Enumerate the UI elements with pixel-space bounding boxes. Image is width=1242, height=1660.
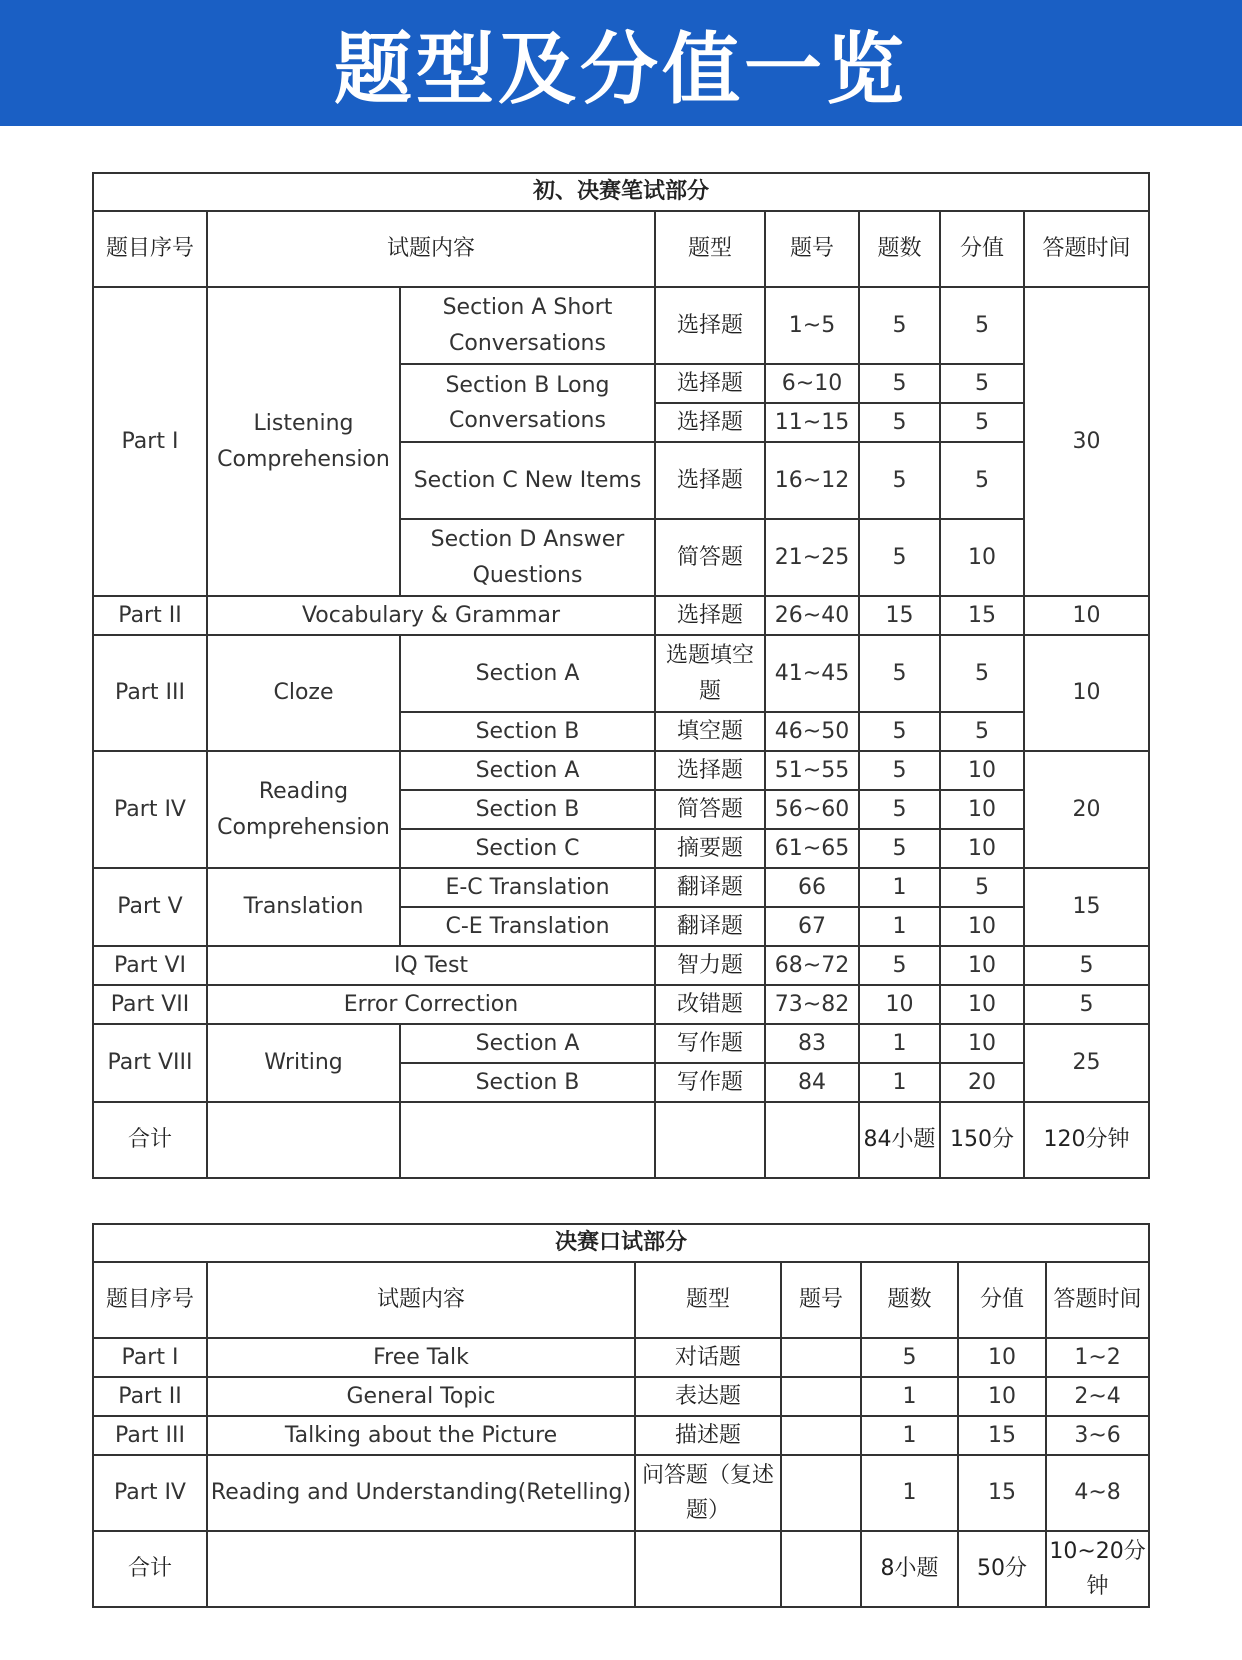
question-score: 5: [940, 364, 1024, 403]
question-count: 5: [859, 635, 940, 712]
question-score: 5: [940, 403, 1024, 442]
part-label: Part III: [93, 635, 207, 751]
question-count: 1: [861, 1455, 958, 1531]
table-row: [93, 1455, 1149, 1531]
question-score: 5: [940, 635, 1024, 712]
question-type: 对话题: [635, 1338, 781, 1377]
question-score: 20: [940, 1063, 1024, 1102]
title-banner: [0, 0, 1242, 126]
question-numbers: 16~12: [765, 442, 859, 519]
total-count: 84小题: [859, 1102, 940, 1178]
header-count: 题数: [859, 211, 940, 287]
question-numbers: 21~25: [765, 519, 859, 596]
question-count: 1: [859, 868, 940, 907]
table-row: [93, 985, 1149, 1024]
question-score: 10: [940, 790, 1024, 829]
section-name: Section A: [400, 1024, 655, 1063]
header-type: 题型: [635, 1262, 781, 1338]
question-type: 表达题: [635, 1377, 781, 1416]
question-count: 1: [861, 1416, 958, 1455]
header-time: 答题时间: [1046, 1262, 1149, 1338]
part-label: Part I: [93, 287, 207, 596]
part-content: Translation: [207, 868, 400, 946]
section-name: Section A: [400, 635, 655, 712]
question-type: 选题填空题: [655, 635, 765, 712]
question-type: 简答题: [655, 790, 765, 829]
part-label: Part III: [93, 1416, 207, 1455]
question-count: 1: [861, 1377, 958, 1416]
question-type: 翻译题: [655, 907, 765, 946]
part-content: Listening Comprehension: [207, 287, 400, 596]
part-content: General Topic: [207, 1377, 635, 1416]
header-score: 分值: [940, 211, 1024, 287]
table-row: [93, 635, 1149, 712]
answer-time: 4~8: [1046, 1455, 1149, 1531]
part-label: Part VI: [93, 946, 207, 985]
total-time: 120分钟: [1024, 1102, 1149, 1178]
total-score: 150分: [940, 1102, 1024, 1178]
question-type: 选择题: [655, 751, 765, 790]
part-label: Part IV: [93, 1455, 207, 1531]
question-numbers: 11~15: [765, 403, 859, 442]
part-label: Part VIII: [93, 1024, 207, 1102]
question-type: 选择题: [655, 442, 765, 519]
question-score: 15: [958, 1416, 1046, 1455]
answer-time: 10: [1024, 635, 1149, 751]
question-type: 描述题: [635, 1416, 781, 1455]
question-count: 15: [859, 596, 940, 635]
question-numbers: [781, 1338, 861, 1377]
question-numbers: 67: [765, 907, 859, 946]
part-content: Vocabulary & Grammar: [207, 596, 655, 635]
question-type: 翻译题: [655, 868, 765, 907]
question-type: 改错题: [655, 985, 765, 1024]
question-count: 1: [859, 1024, 940, 1063]
part-label: Part V: [93, 868, 207, 946]
question-numbers: 46~50: [765, 712, 859, 751]
header-seq: 题目序号: [93, 211, 207, 287]
header-count: 题数: [861, 1262, 958, 1338]
answer-time: 30: [1024, 287, 1149, 596]
question-count: 5: [859, 403, 940, 442]
page-title: 题型及分值一览: [333, 25, 908, 115]
answer-time: 5: [1024, 985, 1149, 1024]
section-name: Section A Short Conversations: [400, 287, 655, 364]
question-score: 10: [940, 1024, 1024, 1063]
question-score: 15: [958, 1455, 1046, 1531]
question-count: 5: [859, 442, 940, 519]
answer-time: 3~6: [1046, 1416, 1149, 1455]
question-numbers: 26~40: [765, 596, 859, 635]
question-type: 填空题: [655, 712, 765, 751]
question-type: 选择题: [655, 403, 765, 442]
question-type: 写作题: [655, 1024, 765, 1063]
question-count: 5: [859, 364, 940, 403]
question-score: 10: [940, 519, 1024, 596]
total-label: 合计: [93, 1531, 207, 1607]
part-content: Writing: [207, 1024, 400, 1102]
question-score: 10: [958, 1338, 1046, 1377]
part-content: Cloze: [207, 635, 400, 751]
question-score: 15: [940, 596, 1024, 635]
question-score: 10: [940, 751, 1024, 790]
answer-time: 5: [1024, 946, 1149, 985]
section-name: Section B: [400, 1063, 655, 1102]
question-type: 选择题: [655, 287, 765, 364]
header-score: 分值: [958, 1262, 1046, 1338]
question-score: 5: [940, 287, 1024, 364]
table-row: [93, 946, 1149, 985]
header-numbers: 题号: [765, 211, 859, 287]
answer-time: 10: [1024, 596, 1149, 635]
question-score: 5: [940, 712, 1024, 751]
part-content: Free Talk: [207, 1338, 635, 1377]
section-name: E-C Translation: [400, 868, 655, 907]
part-label: Part II: [93, 596, 207, 635]
total-row: [93, 1531, 1149, 1607]
question-score: 10: [940, 907, 1024, 946]
question-count: 5: [859, 287, 940, 364]
question-score: 10: [940, 829, 1024, 868]
question-numbers: 56~60: [765, 790, 859, 829]
table-row: [93, 1377, 1149, 1416]
part-content: Talking about the Picture: [207, 1416, 635, 1455]
question-type: 选择题: [655, 364, 765, 403]
section-name: Section C: [400, 829, 655, 868]
answer-time: 2~4: [1046, 1377, 1149, 1416]
question-numbers: 73~82: [765, 985, 859, 1024]
header-time: 答题时间: [1024, 211, 1149, 287]
answer-time: 25: [1024, 1024, 1149, 1102]
question-score: 5: [940, 442, 1024, 519]
question-count: 1: [859, 907, 940, 946]
question-numbers: 41~45: [765, 635, 859, 712]
part-label: Part II: [93, 1377, 207, 1416]
question-type: 写作题: [655, 1063, 765, 1102]
part-content: Reading Comprehension: [207, 751, 400, 868]
section-name: Section C New Items: [400, 442, 655, 519]
question-score: 5: [940, 868, 1024, 907]
question-count: 5: [859, 829, 940, 868]
part-label: Part I: [93, 1338, 207, 1377]
table-row: [93, 1024, 1149, 1063]
question-numbers: 1~5: [765, 287, 859, 364]
question-count: 5: [859, 712, 940, 751]
answer-time: 20: [1024, 751, 1149, 868]
question-type: 简答题: [655, 519, 765, 596]
question-score: 10: [958, 1377, 1046, 1416]
question-count: 10: [859, 985, 940, 1024]
question-numbers: 83: [765, 1024, 859, 1063]
table-row: [93, 1416, 1149, 1455]
table-row: [93, 596, 1149, 635]
answer-time: 15: [1024, 868, 1149, 946]
question-count: 5: [859, 519, 940, 596]
question-type: 问答题（复述题）: [635, 1455, 781, 1531]
total-score: 50分: [958, 1531, 1046, 1607]
answer-time: 1~2: [1046, 1338, 1149, 1377]
total-row: [93, 1102, 1149, 1178]
question-count: 1: [859, 1063, 940, 1102]
written-header-row: [93, 211, 1149, 287]
question-numbers: 6~10: [765, 364, 859, 403]
oral-header-row: [93, 1262, 1149, 1338]
table-row: [93, 868, 1149, 907]
question-count: 5: [861, 1338, 958, 1377]
header-content: 试题内容: [207, 1262, 635, 1338]
section-name: C-E Translation: [400, 907, 655, 946]
question-numbers: [781, 1377, 861, 1416]
question-count: 5: [859, 790, 940, 829]
question-score: 10: [940, 985, 1024, 1024]
header-numbers: 题号: [781, 1262, 861, 1338]
part-content: Error Correction: [207, 985, 655, 1024]
question-count: 5: [859, 946, 940, 985]
part-content: Reading and Understanding(Retelling): [207, 1455, 635, 1531]
table-row: [93, 1338, 1149, 1377]
question-type: 选择题: [655, 596, 765, 635]
section-name: Section D Answer Questions: [400, 519, 655, 596]
section-name: Section A: [400, 751, 655, 790]
written-exam-table: [92, 172, 1150, 1179]
question-numbers: 51~55: [765, 751, 859, 790]
section-name: Section B Long Conversations: [400, 364, 655, 442]
question-numbers: [781, 1416, 861, 1455]
header-type: 题型: [655, 211, 765, 287]
question-numbers: 66: [765, 868, 859, 907]
question-numbers: 61~65: [765, 829, 859, 868]
question-numbers: 68~72: [765, 946, 859, 985]
oral-exam-table: [92, 1223, 1150, 1608]
part-label: Part VII: [93, 985, 207, 1024]
question-type: 智力题: [655, 946, 765, 985]
part-content: IQ Test: [207, 946, 655, 985]
total-count: 8小题: [861, 1531, 958, 1607]
section-name: Section B: [400, 790, 655, 829]
table-row: [93, 287, 1149, 364]
question-score: 10: [940, 946, 1024, 985]
question-type: 摘要题: [655, 829, 765, 868]
written-caption: 初、决赛笔试部分: [93, 173, 1149, 211]
question-numbers: 84: [765, 1063, 859, 1102]
section-name: Section B: [400, 712, 655, 751]
question-numbers: [781, 1455, 861, 1531]
total-label: 合计: [93, 1102, 207, 1178]
table-row: [93, 751, 1149, 790]
part-label: Part IV: [93, 751, 207, 868]
total-time: 10~20分钟: [1046, 1531, 1149, 1607]
header-content: 试题内容: [207, 211, 655, 287]
question-count: 5: [859, 751, 940, 790]
header-seq: 题目序号: [93, 1262, 207, 1338]
oral-caption: 决赛口试部分: [93, 1224, 1149, 1262]
